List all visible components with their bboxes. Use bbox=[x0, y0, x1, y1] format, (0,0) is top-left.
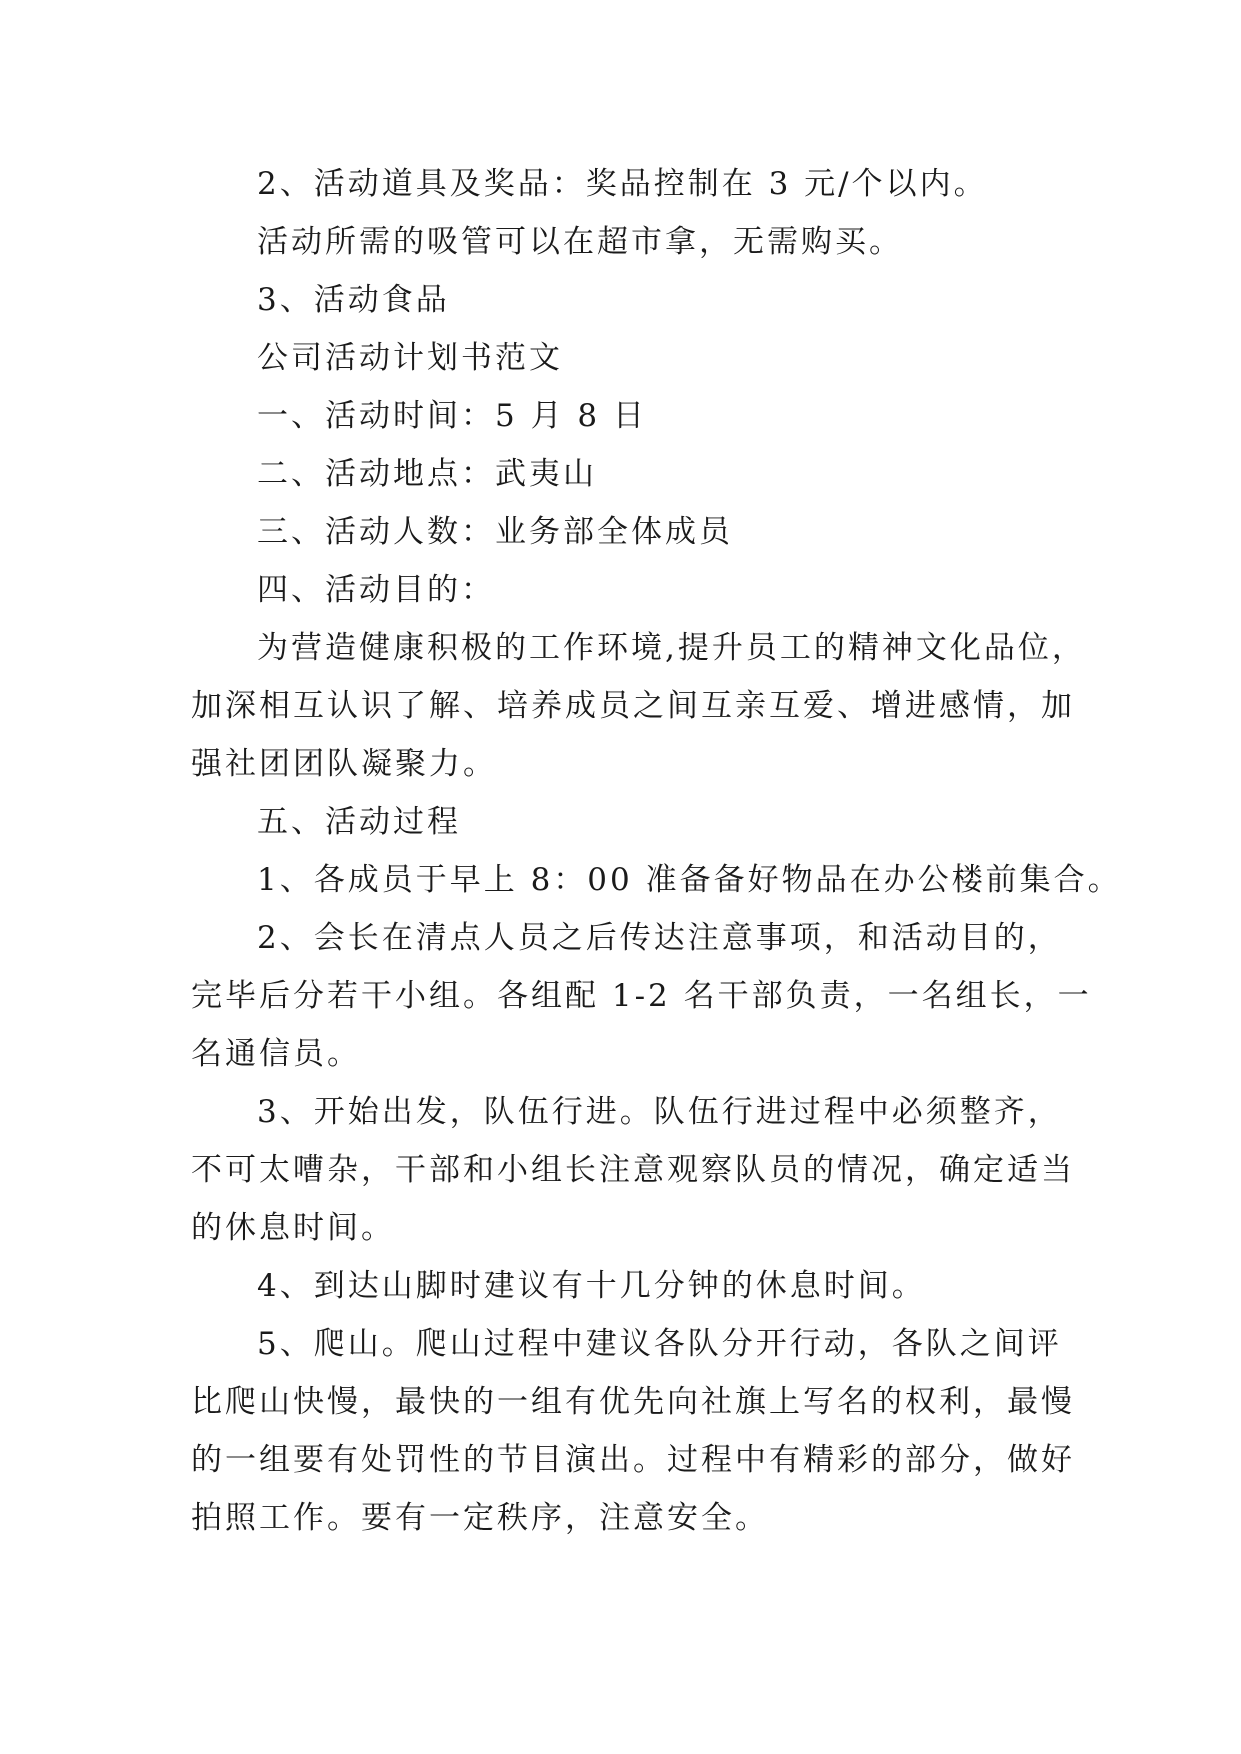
paragraph-line: 不可太嘈杂，干部和小组长注意观察队员的情况，确定适当 bbox=[191, 1152, 1075, 1188]
paragraph-line: 2、会长在清点人员之后传达注意事项，和活动目的， bbox=[257, 920, 1062, 956]
paragraph-line: 活动所需的吸管可以在超市拿，无需购买。 bbox=[257, 224, 903, 260]
paragraph-line: 4、到达山脚时建议有十几分钟的休息时间。 bbox=[257, 1268, 926, 1304]
paragraph-line: 加深相互认识了解、培养成员之间互亲互爱、增进感情，加 bbox=[191, 688, 1075, 724]
paragraph-line: 2、活动道具及奖品：奖品控制在 3 元/个以内。 bbox=[257, 166, 988, 202]
paragraph-line: 四、活动目的： bbox=[257, 572, 495, 608]
paragraph-line: 3、活动食品 bbox=[257, 282, 450, 318]
paragraph-line: 比爬山快慢，最快的一组有优先向社旗上写名的权利，最慢 bbox=[191, 1384, 1075, 1420]
paragraph-line: 三、活动人数：业务部全体成员 bbox=[257, 514, 733, 550]
paragraph-line: 名通信员。 bbox=[191, 1036, 361, 1072]
paragraph-line: 一、活动时间：5 月 8 日 bbox=[257, 398, 648, 434]
paragraph-line: 1、各成员于早上 8：00 准备备好物品在办公楼前集合。 bbox=[257, 862, 1122, 898]
paragraph-line: 5、爬山。爬山过程中建议各队分开行动，各队之间评 bbox=[257, 1326, 1062, 1362]
paragraph-line: 强社团团队凝聚力。 bbox=[191, 746, 497, 782]
paragraph-line: 的休息时间。 bbox=[191, 1210, 395, 1246]
paragraph-line: 的一组要有处罚性的节目演出。过程中有精彩的部分，做好 bbox=[191, 1442, 1075, 1478]
paragraph-line: 为营造健康积极的工作环境,提升员工的精神文化品位， bbox=[257, 630, 1086, 666]
section-title: 公司活动计划书范文 bbox=[257, 340, 563, 376]
paragraph-line: 3、开始出发，队伍行进。队伍行进过程中必须整齐， bbox=[257, 1094, 1062, 1130]
paragraph-line: 完毕后分若干小组。各组配 1-2 名干部负责，一名组长，一 bbox=[191, 978, 1092, 1014]
paragraph-line: 五、活动过程 bbox=[257, 804, 461, 840]
paragraph-line: 拍照工作。要有一定秩序，注意安全。 bbox=[191, 1500, 769, 1536]
paragraph-line: 二、活动地点：武夷山 bbox=[257, 456, 597, 492]
